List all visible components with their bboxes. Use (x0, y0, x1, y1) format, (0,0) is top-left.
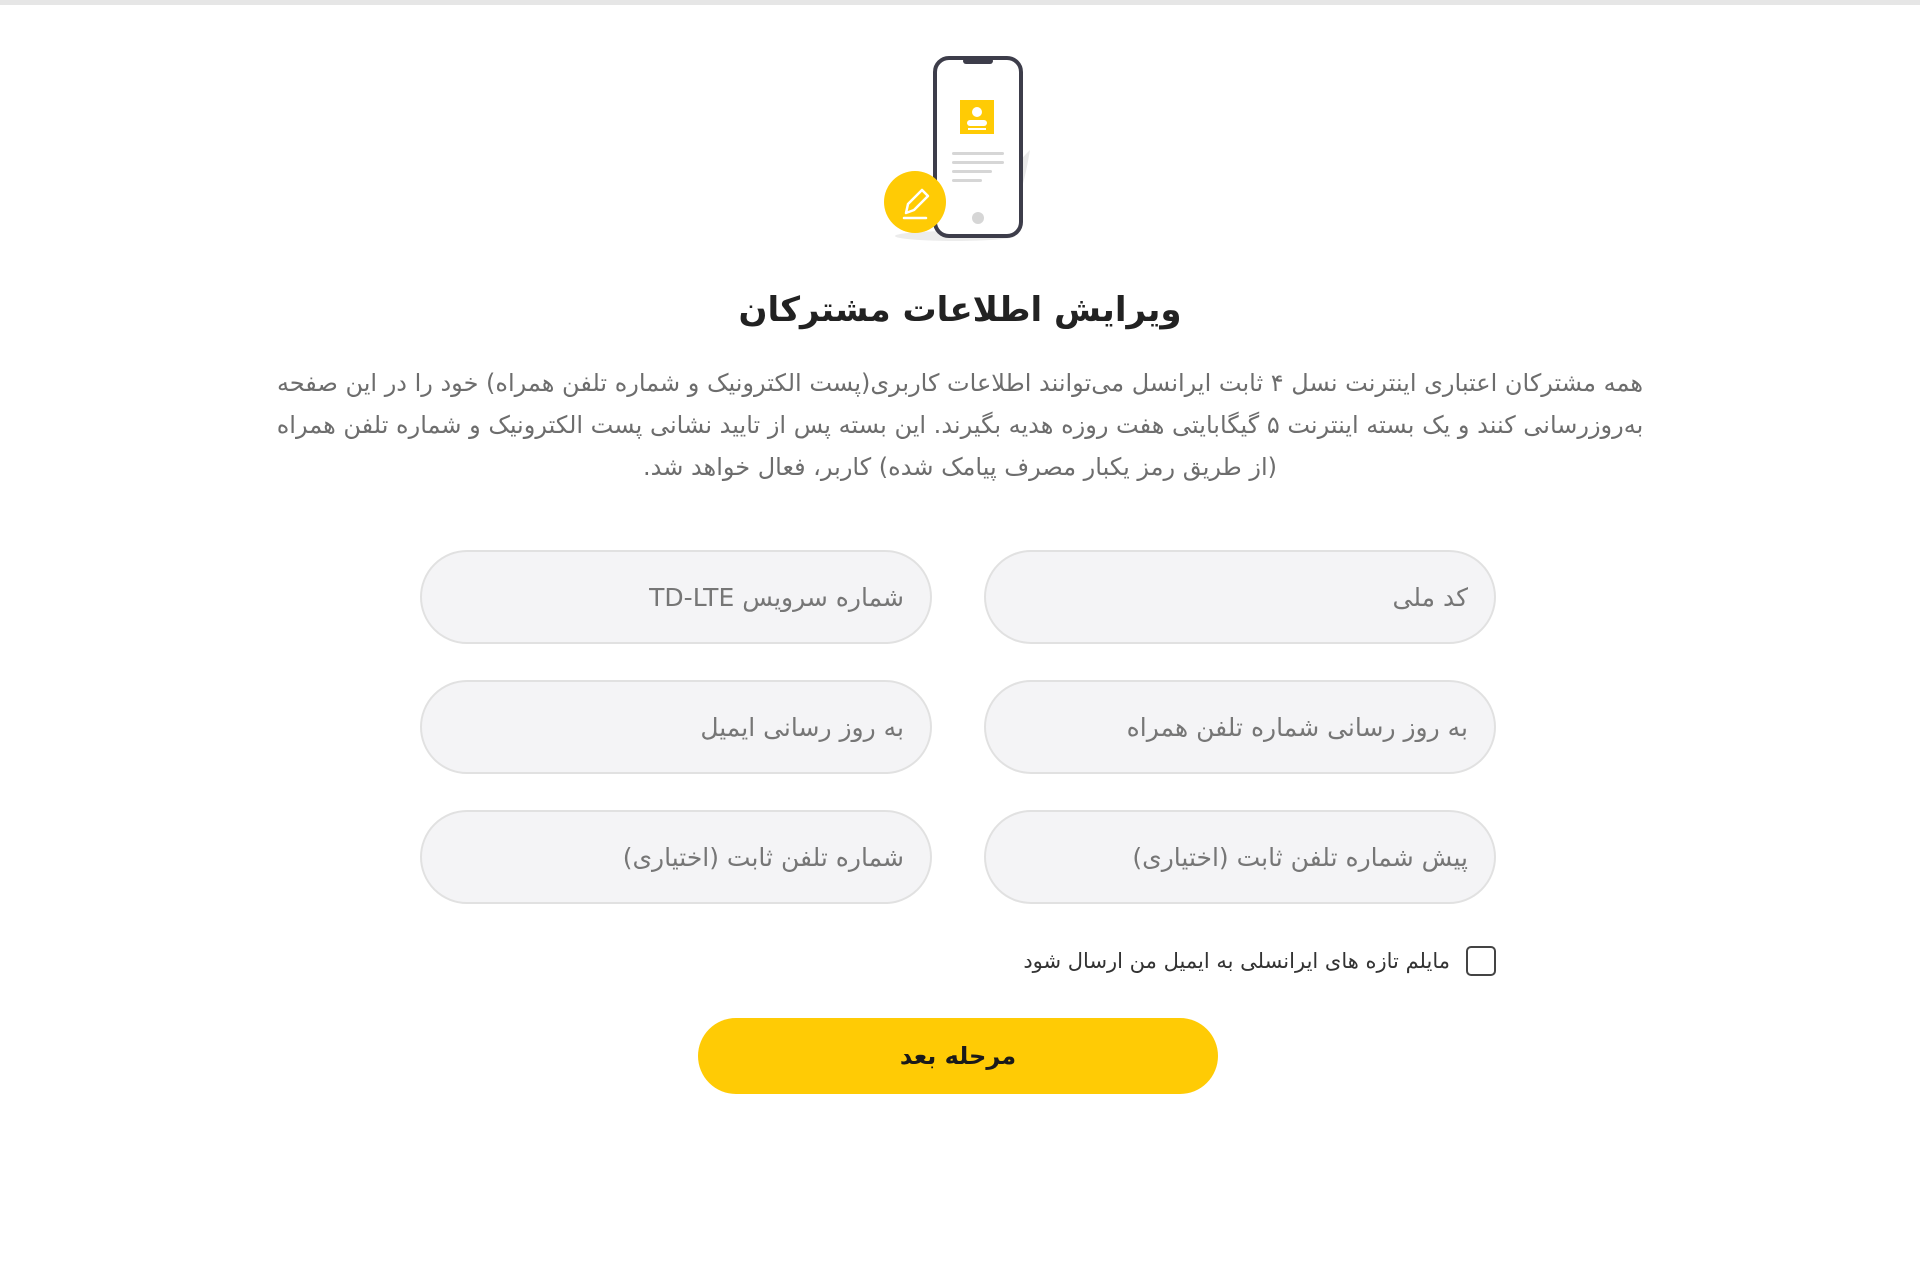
landline-prefix-field[interactable] (984, 810, 1496, 904)
email-update-field[interactable] (420, 680, 932, 774)
page-description: همه مشترکان اعتباری اینترنت نسل ۴ ثابت ایرانسل می‌توانند اطلاعات کاربری(پست الکترونیک و شماره تلفن همراه) خود را در این صفحه به‌روزرسانی کنند و یک بسته اینترنت ۵ گیگابایتی هفت روزه هدیه بگیرند. این بسته پس از تایید نشانی پست الکترونیک و شماره تلفن همراه (از طریق رمز یکبار مصرف پیامک شده) کاربر، فعال خواهد شد. (276, 369, 1644, 481)
national-code-field[interactable] (984, 550, 1496, 644)
landline-number-input[interactable] (448, 843, 904, 872)
form-row-2 (420, 680, 1496, 774)
email-update-input[interactable] (448, 713, 904, 742)
national-code-input[interactable] (1012, 583, 1468, 612)
form-row-1 (420, 550, 1496, 644)
service-number-input[interactable] (448, 583, 904, 612)
top-divider (0, 0, 1920, 5)
page-title: ویرایش اطلاعات مشترکان (738, 290, 1182, 330)
landline-prefix-input[interactable] (1012, 843, 1468, 872)
subscriber-form (420, 550, 1496, 940)
phone-profile-edit-illustration (860, 50, 1060, 250)
form-row-3 (420, 810, 1496, 904)
landline-number-field[interactable] (420, 810, 932, 904)
service-number-field[interactable] (420, 550, 932, 644)
newsletter-option[interactable] (420, 946, 1496, 976)
newsletter-checkbox[interactable] (1466, 946, 1496, 976)
next-step-button[interactable]: مرحله بعد (698, 1018, 1218, 1094)
mobile-update-field[interactable] (984, 680, 1496, 774)
mobile-update-input[interactable] (1012, 713, 1468, 742)
newsletter-label[interactable]: مایلم تازه های ایرانسلی به ایمیل من ارسال شود (1023, 949, 1450, 973)
